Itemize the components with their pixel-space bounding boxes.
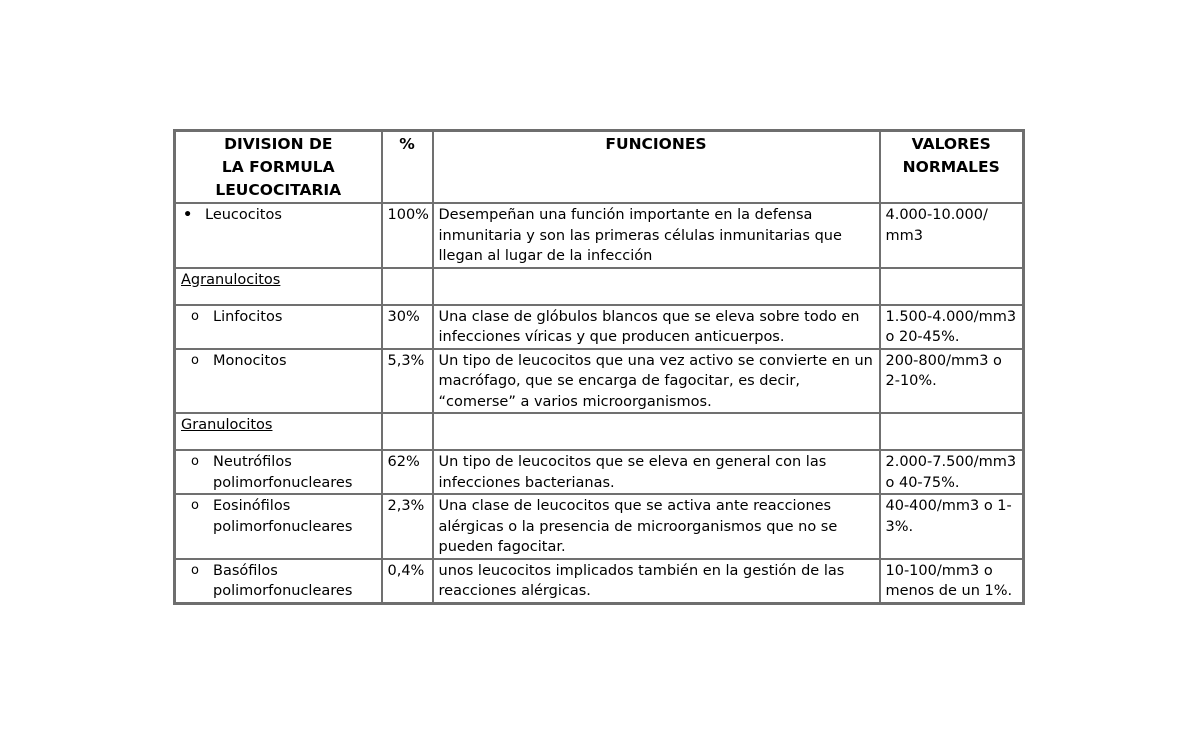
- cell-funcion: Un tipo de leucocitos que se eleva en general con las infecciones bacterianas.: [433, 450, 880, 494]
- cell-valores: 2.000-7.500/mm3 o 40-75%.: [880, 450, 1024, 494]
- circle-bullet-icon: o: [191, 352, 199, 368]
- section-label-text: Agranulocitos: [181, 271, 281, 288]
- header-valores: VALORES NORMALES: [880, 131, 1024, 204]
- leucocyte-formula-table: [173, 129, 1025, 605]
- table-row: [175, 305, 1024, 349]
- table-row-leucocitos: [175, 203, 1024, 268]
- cell-percent: 5,3%: [382, 349, 433, 414]
- row-name: Neutrófilos polimorfonucleares: [213, 454, 353, 491]
- cell-funcion: Una clase de leucocitos que se activa ante reacciones alérgicas o la presencia de microorganismos que no se pueden fagocitar.: [433, 494, 880, 559]
- circle-bullet-icon: o: [191, 454, 199, 469]
- table-row: [175, 349, 1024, 414]
- cell-valores: 200-800/mm3 o 2-10%.: [880, 349, 1024, 414]
- table-header-row: [175, 131, 1024, 204]
- cell-name: [175, 559, 382, 604]
- cell-name: [175, 305, 382, 349]
- circle-bullet-icon: o: [191, 562, 199, 578]
- bullet-icon: •: [183, 207, 193, 223]
- table-row: [175, 450, 1024, 494]
- header-percent: %: [382, 131, 433, 204]
- section-label-text: Granulocitos: [181, 417, 273, 433]
- cell-percent: 2,3%: [382, 494, 433, 559]
- section-row-granulocitos: [175, 413, 1024, 450]
- row-name: Linfocitos: [213, 308, 283, 325]
- cell-funcion: Una clase de glóbulos blancos que se eleva sobre todo en infecciones víricas y que producen anticuerpos.: [433, 305, 880, 349]
- cell-valores: 10-100/mm3 o menos de un 1%.: [880, 559, 1024, 604]
- section-label: [175, 413, 382, 450]
- row-name: Monocitos: [213, 352, 287, 369]
- cell-valores: 40-400/mm3 o 1-3%.: [880, 494, 1024, 559]
- row-name: Basófilos polimorfonucleares: [213, 562, 353, 599]
- cell-valores: 4.000-10.000/ mm3: [880, 203, 1024, 268]
- row-name: Eosinófilos polimorfonucleares: [213, 498, 353, 535]
- section-row-agranulocitos: [175, 268, 1024, 305]
- cell-funcion: unos leucocitos implicados también en la gestión de las reacciones alérgicas.: [433, 559, 880, 604]
- cell-name: [175, 203, 382, 268]
- section-label: [175, 268, 382, 305]
- cell-funcion: Un tipo de leucocitos que una vez activo se convierte en un macrófago, que se encarga de fagocitar, es decir, “comerse” a varios microorganismos.: [433, 349, 880, 414]
- cell-name: [175, 494, 382, 559]
- cell-percent: 0,4%: [382, 559, 433, 604]
- cell-valores: 1.500-4.000/mm3 o 20-45%.: [880, 305, 1024, 349]
- circle-bullet-icon: o: [191, 498, 199, 513]
- cell-name: [175, 349, 382, 414]
- table-row: [175, 559, 1024, 604]
- cell-name: [175, 450, 382, 494]
- cell-percent: 62%: [382, 450, 433, 494]
- cell-funcion: Desempeñan una función importante en la defensa inmunitaria y son las primeras células inmunitarias que llegan al lugar de la infección: [433, 203, 880, 268]
- cell-percent: 100%: [382, 203, 433, 268]
- row-name: Leucocitos: [205, 207, 282, 223]
- header-division: DIVISION DE LA FORMULA LEUCOCITARIA: [175, 131, 382, 204]
- cell-percent: 30%: [382, 305, 433, 349]
- table-row: [175, 494, 1024, 559]
- circle-bullet-icon: o: [191, 308, 199, 324]
- header-funciones: FUNCIONES: [433, 131, 880, 204]
